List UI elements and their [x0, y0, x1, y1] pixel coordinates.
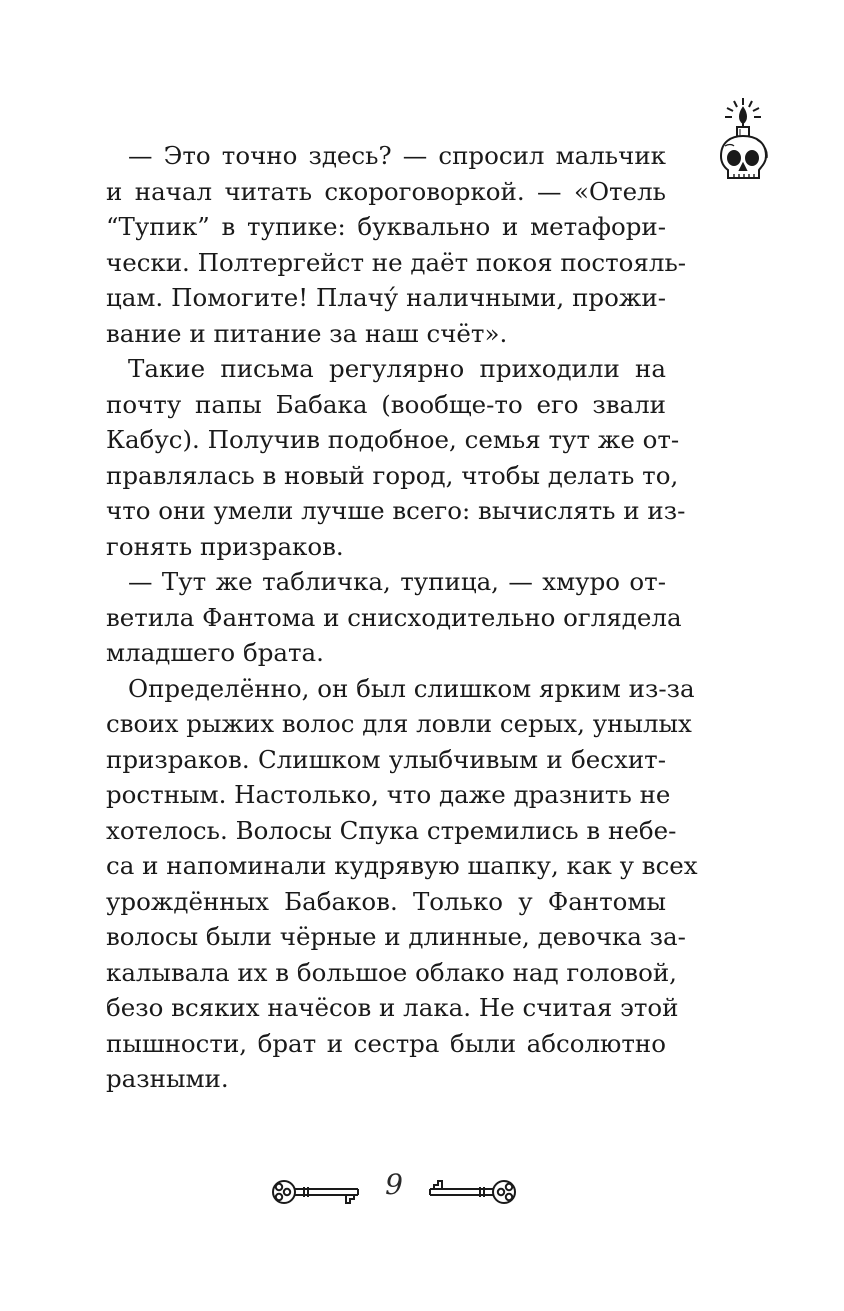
text-line: своих рыжих волос для ловли серых, унылых: [106, 709, 692, 738]
text-line: разными.: [106, 1064, 229, 1093]
key-icon: [270, 1174, 362, 1210]
page-footer: [0, 1166, 844, 1222]
text-line: Такие письма регулярно приходили на: [128, 354, 666, 383]
skull-candle-icon: [712, 96, 774, 182]
text-line: вание и питание за наш счёт».: [106, 318, 508, 348]
key-icon: [426, 1174, 518, 1210]
text-line: почту папы Бабака (вообще-то его звали: [106, 389, 666, 419]
text-line: хотелось. Волосы Спука стремились в небе-: [106, 815, 677, 845]
text-line: Кабус). Получив подобное, семья тут же от-: [106, 425, 680, 454]
text-line: — Тут же табличка, тупица, — хмуро от-: [128, 567, 666, 596]
text-line: пышности, брат и сестра были абсолютно: [106, 1028, 666, 1058]
text-line: Определённо, он был слишком ярким из-за: [128, 673, 695, 703]
text-line: правлялась в новый город, чтобы делать то,: [106, 460, 679, 490]
text-line: что они умели лучше всего: вычислять и из-: [106, 496, 686, 525]
text-line: ветила Фантома и снисходительно оглядела: [106, 602, 682, 632]
text-line: волосы были чёрные и длинные, девочка за-: [106, 922, 686, 951]
body-text: [106, 138, 698, 1097]
text-line: и начал читать скороговоркой. — «Отель: [106, 176, 666, 206]
page-number: 9: [385, 1168, 403, 1201]
text-line: “Тупик” в тупике: буквально и метафори-: [106, 212, 666, 241]
text-line: чески. Полтергейст не даёт покоя постояль-: [106, 247, 687, 277]
text-line: ростным. Настолько, что даже дразнить не: [106, 780, 671, 809]
text-line: призраков. Слишком улыбчивым и бесхит-: [106, 744, 666, 774]
text-line: урождённых Бабаков. Только у Фантомы: [106, 886, 666, 916]
text-line: безо всяких начёсов и лака. Не считая этой: [106, 993, 679, 1022]
text-line: — Это точно здесь? — спросил мальчик: [128, 141, 666, 170]
text-line: калывала их в большое облако над головой,: [106, 957, 677, 987]
text-line: цам. Помогите! Плачу́ наличными, прожи-: [106, 283, 666, 312]
text-line: гонять призраков.: [106, 531, 344, 561]
text-line: са и напоминали кудрявую шапку, как у всех: [106, 851, 698, 880]
text-line: младшего брата.: [106, 638, 324, 667]
